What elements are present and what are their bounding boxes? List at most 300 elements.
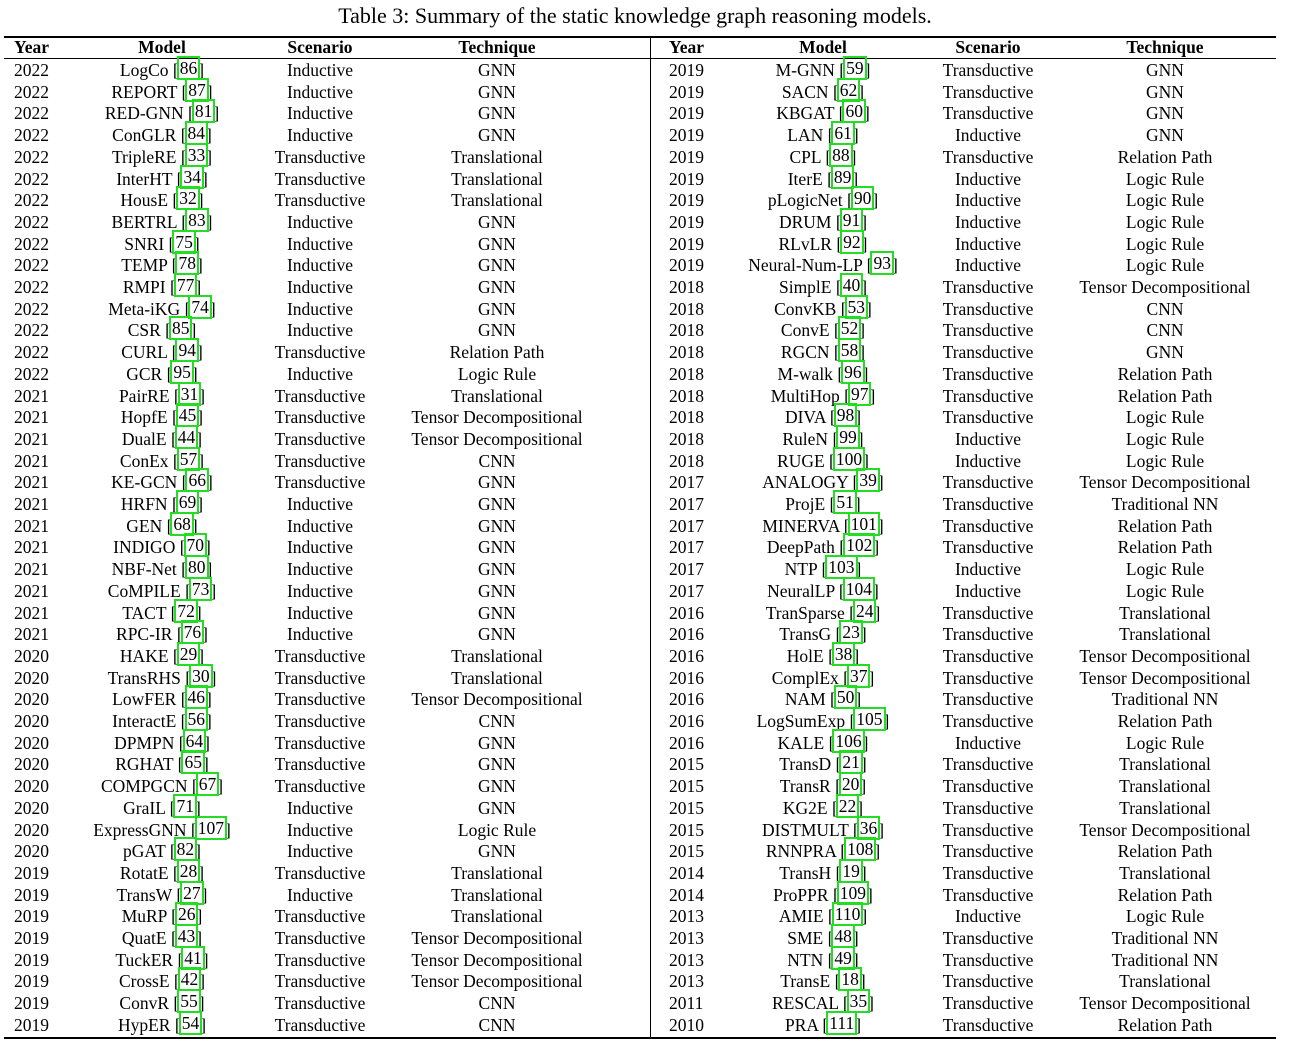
model-cell: TransE [18] bbox=[780, 969, 866, 992]
model-name: DISTMULT bbox=[761, 819, 849, 840]
model-cell: HolE [38] bbox=[786, 643, 860, 666]
citation-link[interactable]: 88 bbox=[832, 144, 850, 165]
table-row bbox=[0, 231, 620, 256]
table-row bbox=[655, 494, 1275, 516]
citation-link[interactable]: 101 bbox=[850, 513, 877, 534]
citation-link[interactable]: 70 bbox=[186, 535, 205, 556]
model-cell: TransW [27] bbox=[116, 882, 208, 905]
year-cell: 2020 bbox=[14, 732, 49, 753]
model-name: TransRHS bbox=[107, 667, 181, 688]
technique-cell: Logic Rule bbox=[1125, 906, 1205, 927]
citation-link[interactable]: 32 bbox=[179, 188, 197, 209]
technique-cell: GNN bbox=[478, 841, 516, 862]
table-row bbox=[655, 320, 1275, 342]
model-cell: ProjE [51] bbox=[785, 492, 861, 514]
model-name: ConGLR bbox=[112, 125, 177, 146]
table-row bbox=[655, 993, 1275, 1015]
year-cell: 2021 bbox=[14, 407, 49, 428]
model-cell: TransH [19] bbox=[779, 860, 867, 883]
citation-link[interactable]: 77 bbox=[176, 275, 195, 295]
technique-cell: GNN bbox=[478, 494, 516, 514]
year-cell: 2015 bbox=[669, 841, 704, 862]
citation-link[interactable]: 54 bbox=[181, 1012, 200, 1033]
model-name: RMPI bbox=[122, 277, 166, 297]
model-name: TEMP bbox=[121, 255, 168, 276]
model-name: NTP bbox=[784, 559, 818, 580]
scenario-cell: Inductive bbox=[954, 559, 1022, 580]
citation-link[interactable]: 97 bbox=[850, 383, 869, 404]
model-name: pGAT bbox=[123, 841, 166, 862]
model-name: ConEx bbox=[119, 450, 169, 471]
scenario-cell: Transductive bbox=[942, 949, 1034, 970]
citation-link[interactable]: 26 bbox=[177, 904, 196, 925]
model-cell: HousE [32] bbox=[120, 188, 204, 211]
citation-link[interactable]: 83 bbox=[188, 209, 206, 230]
technique-cell: Tensor Decompositional bbox=[1079, 472, 1251, 493]
scenario-cell: Transductive bbox=[274, 906, 366, 927]
citation-link[interactable]: 38 bbox=[834, 643, 853, 664]
year-cell: 2019 bbox=[14, 906, 49, 927]
model-cell: CoMPILE [73] bbox=[107, 578, 217, 601]
citation-link[interactable]: 100 bbox=[835, 448, 863, 469]
technique-cell: GNN bbox=[478, 103, 516, 124]
technique-cell: GNN bbox=[1146, 103, 1184, 124]
year-cell: 2019 bbox=[669, 60, 704, 80]
scenario-cell: Inductive bbox=[286, 363, 354, 384]
model-cell: TransR [20] bbox=[779, 774, 867, 797]
model-name: RED-GNN bbox=[104, 103, 184, 124]
table-row bbox=[0, 448, 620, 473]
citation-link[interactable]: 30 bbox=[192, 665, 210, 686]
citation-link[interactable]: 55 bbox=[180, 991, 198, 1012]
scenario-cell: Transductive bbox=[942, 146, 1034, 167]
model-cell: NBF-Net [80] bbox=[111, 557, 213, 580]
model-cell: TranSparse [24] bbox=[765, 600, 881, 623]
citation-link[interactable]: 24 bbox=[855, 600, 874, 621]
citation-link[interactable]: 73 bbox=[191, 578, 210, 599]
technique-cell: Logic Rule bbox=[457, 819, 537, 840]
citation-link[interactable]: 52 bbox=[840, 318, 859, 339]
citation-link[interactable]: 109 bbox=[839, 882, 867, 903]
table-row bbox=[655, 559, 1275, 581]
citation-link[interactable]: 86 bbox=[179, 58, 198, 78]
table-row bbox=[0, 776, 620, 798]
model-name: LogSumExp bbox=[756, 711, 846, 731]
citation-link[interactable]: 94 bbox=[178, 340, 196, 361]
table-row bbox=[655, 776, 1275, 798]
year-cell: 2019 bbox=[14, 862, 49, 883]
scenario-cell: Inductive bbox=[286, 515, 354, 536]
technique-cell: Relation Path bbox=[1117, 1014, 1213, 1035]
citation-link[interactable]: 61 bbox=[834, 123, 852, 144]
table-row bbox=[655, 472, 1275, 494]
header-model: Model bbox=[138, 37, 186, 57]
year-cell: 2018 bbox=[669, 363, 704, 384]
technique-cell: GNN bbox=[1146, 125, 1184, 146]
year-cell: 2017 bbox=[669, 494, 704, 514]
model-cell: LogCo [86] bbox=[119, 58, 205, 80]
year-cell: 2021 bbox=[14, 559, 49, 580]
technique-cell: Relation Path bbox=[1117, 711, 1213, 731]
citation-link[interactable]: 72 bbox=[177, 600, 195, 621]
table-row bbox=[655, 578, 1275, 603]
table-row bbox=[0, 559, 620, 581]
table-row bbox=[655, 383, 1275, 408]
year-cell: 2021 bbox=[14, 515, 49, 536]
scenario-cell: Inductive bbox=[286, 103, 354, 124]
technique-cell: CNN bbox=[1146, 298, 1184, 319]
model-cell: RNNPRA [108] bbox=[765, 839, 881, 862]
scenario-cell: Inductive bbox=[954, 732, 1022, 753]
citation-link[interactable]: 106 bbox=[835, 730, 862, 751]
citation-link[interactable]: 34 bbox=[183, 166, 201, 187]
model-cell: CSR [85] bbox=[127, 318, 197, 341]
citation-link[interactable]: 41 bbox=[184, 947, 202, 968]
scenario-cell: Transductive bbox=[942, 667, 1034, 688]
model-cell: BERTRL [83] bbox=[111, 209, 213, 232]
table-row bbox=[0, 754, 620, 776]
model-cell: HopfE [45] bbox=[120, 405, 204, 428]
model-cell: TransG [23] bbox=[779, 622, 867, 645]
model-cell: RGHAT [65] bbox=[115, 752, 209, 775]
table-row bbox=[0, 255, 620, 277]
citation-link[interactable]: 28 bbox=[179, 860, 198, 881]
citation-link[interactable]: 84 bbox=[187, 123, 206, 144]
header-scenario: Scenario bbox=[955, 37, 1021, 57]
citation-link[interactable]: 91 bbox=[842, 209, 861, 230]
citation-link[interactable]: 20 bbox=[841, 774, 860, 795]
citation-link[interactable]: 19 bbox=[842, 860, 860, 881]
scenario-cell: Inductive bbox=[286, 559, 354, 580]
scenario-cell: Inductive bbox=[954, 211, 1022, 232]
citation-link[interactable]: 35 bbox=[849, 991, 868, 1012]
citation-link[interactable]: 60 bbox=[845, 101, 863, 122]
scenario-cell: Transductive bbox=[942, 971, 1034, 992]
year-cell: 2017 bbox=[669, 472, 704, 493]
citation-link[interactable]: 27 bbox=[183, 882, 201, 903]
citation-link[interactable]: 53 bbox=[847, 296, 866, 317]
table-row bbox=[0, 342, 620, 364]
citation-link[interactable]: 23 bbox=[842, 622, 860, 643]
year-cell: 2020 bbox=[14, 819, 49, 840]
citation-link[interactable]: 45 bbox=[178, 405, 197, 426]
citation-link[interactable]: 51 bbox=[836, 492, 854, 512]
header-year: Year bbox=[669, 37, 704, 57]
model-cell: GCR [95] bbox=[126, 361, 198, 384]
citation-link[interactable]: 37 bbox=[849, 665, 868, 686]
year-cell: 2011 bbox=[669, 993, 704, 1014]
citation-link[interactable]: 98 bbox=[836, 405, 855, 426]
citation-link[interactable]: 62 bbox=[839, 79, 858, 100]
model-name: TransE bbox=[780, 971, 831, 992]
scenario-cell: Inductive bbox=[954, 190, 1022, 211]
table-row bbox=[0, 296, 620, 321]
table-row bbox=[0, 513, 620, 538]
model-cell: M-GNN [59] bbox=[775, 58, 871, 80]
citation-link[interactable]: 93 bbox=[873, 253, 891, 274]
table-row bbox=[655, 426, 1275, 451]
technique-cell: GNN bbox=[478, 125, 516, 146]
scenario-cell: Inductive bbox=[286, 494, 354, 514]
technique-cell: Logic Rule bbox=[1125, 255, 1205, 276]
citation-link[interactable]: 56 bbox=[187, 709, 205, 729]
table-row bbox=[655, 255, 1275, 277]
citation-link[interactable]: 102 bbox=[846, 535, 873, 556]
technique-cell: Tensor Decompositional bbox=[1079, 819, 1251, 840]
technique-cell: Translational bbox=[451, 385, 543, 406]
year-cell: 2018 bbox=[669, 428, 704, 449]
table-row bbox=[0, 79, 620, 104]
model-cell: GraIL [71] bbox=[123, 795, 201, 818]
technique-cell: Relation Path bbox=[1117, 515, 1213, 536]
model-name: RNNPRA bbox=[765, 841, 836, 862]
table-row bbox=[0, 60, 620, 82]
citation-link[interactable]: 40 bbox=[842, 275, 861, 295]
year-cell: 2015 bbox=[669, 754, 704, 775]
model-name: RGHAT bbox=[115, 754, 174, 775]
table-row bbox=[655, 144, 1275, 169]
year-cell: 2010 bbox=[669, 1014, 704, 1035]
citation-link[interactable]: 87 bbox=[188, 79, 206, 100]
citation-link[interactable]: 44 bbox=[177, 426, 196, 447]
technique-cell: Logic Rule bbox=[1125, 450, 1205, 471]
model-name: AMIE bbox=[778, 906, 824, 927]
citation-link[interactable]: 104 bbox=[845, 578, 872, 599]
header-technique: Technique bbox=[1126, 37, 1204, 57]
citation-link[interactable]: 59 bbox=[846, 58, 864, 78]
technique-cell: Tensor Decompositional bbox=[1079, 645, 1251, 666]
model-name: SACN bbox=[781, 81, 829, 102]
citation-link[interactable]: 111 bbox=[829, 1012, 855, 1033]
year-cell: 2022 bbox=[14, 298, 49, 319]
citation-link[interactable]: 49 bbox=[834, 947, 852, 968]
citation-link[interactable]: 29 bbox=[179, 643, 198, 664]
citation-link[interactable]: 18 bbox=[841, 969, 859, 990]
citation-link[interactable]: 66 bbox=[188, 470, 206, 491]
year-cell: 2018 bbox=[669, 298, 704, 319]
year-cell: 2013 bbox=[669, 971, 704, 992]
scenario-cell: Transductive bbox=[274, 732, 366, 753]
header-scenario: Scenario bbox=[287, 37, 353, 57]
year-cell: 2016 bbox=[669, 602, 704, 623]
scenario-cell: Inductive bbox=[286, 125, 354, 146]
table-row bbox=[0, 407, 620, 429]
scenario-cell: Transductive bbox=[942, 515, 1034, 536]
citation-link[interactable]: 95 bbox=[173, 361, 191, 382]
scenario-cell: Transductive bbox=[942, 624, 1034, 645]
model-name: InterHT bbox=[116, 168, 173, 189]
year-cell: 2018 bbox=[669, 385, 704, 406]
scenario-cell: Transductive bbox=[942, 884, 1034, 905]
year-cell: 2019 bbox=[14, 928, 49, 948]
citation-link[interactable]: 46 bbox=[187, 687, 206, 708]
model-name: REPORT bbox=[111, 81, 178, 102]
table-row bbox=[655, 166, 1275, 191]
model-cell: pGAT [82] bbox=[123, 839, 201, 862]
citation-link[interactable]: 80 bbox=[188, 557, 206, 578]
technique-cell: Relation Path bbox=[1117, 363, 1213, 384]
citation-link[interactable]: 78 bbox=[178, 253, 196, 274]
table-row bbox=[0, 993, 620, 1015]
year-cell: 2020 bbox=[14, 797, 49, 818]
year-cell: 2020 bbox=[14, 754, 49, 775]
model-cell: KBGAT [60] bbox=[776, 101, 870, 124]
model-cell: ANALOGY [39] bbox=[762, 470, 884, 493]
citation-link[interactable]: 21 bbox=[842, 752, 860, 773]
citation-link[interactable]: 48 bbox=[834, 926, 852, 946]
citation-link[interactable]: 57 bbox=[179, 448, 198, 469]
citation-link[interactable]: 103 bbox=[828, 557, 855, 578]
citation-link[interactable]: 110 bbox=[834, 904, 861, 925]
table-row bbox=[655, 882, 1275, 907]
citation-link[interactable]: 81 bbox=[194, 101, 213, 122]
model-name: BERTRL bbox=[111, 211, 177, 232]
model-name: CURL bbox=[121, 342, 168, 363]
technique-cell: GNN bbox=[478, 277, 516, 297]
year-cell: 2015 bbox=[669, 819, 704, 840]
technique-cell: Translational bbox=[451, 645, 543, 666]
year-cell: 2022 bbox=[14, 60, 49, 80]
table-row bbox=[0, 537, 620, 559]
citation-link[interactable]: 90 bbox=[853, 188, 872, 209]
technique-cell: GNN bbox=[478, 797, 516, 818]
technique-cell: Translational bbox=[1119, 971, 1211, 992]
citation-link[interactable]: 89 bbox=[833, 166, 852, 187]
model-cell: CrossE [42] bbox=[118, 969, 206, 992]
citation-link[interactable]: 108 bbox=[847, 839, 874, 860]
year-cell: 2016 bbox=[669, 645, 704, 666]
technique-cell: Logic Rule bbox=[1125, 428, 1205, 449]
technique-cell: Logic Rule bbox=[1125, 190, 1205, 211]
model-name: PRA bbox=[784, 1014, 819, 1035]
model-name: GEN bbox=[126, 515, 163, 536]
year-cell: 2016 bbox=[669, 667, 704, 688]
scenario-cell: Transductive bbox=[942, 928, 1034, 948]
model-name: HousE bbox=[120, 190, 169, 211]
table-row bbox=[655, 711, 1275, 733]
table-row bbox=[655, 624, 1275, 646]
citation-link[interactable]: 31 bbox=[180, 383, 199, 404]
citation-link[interactable]: 107 bbox=[197, 817, 224, 838]
citation-link[interactable]: 85 bbox=[171, 318, 190, 339]
technique-cell: Tensor Decompositional bbox=[411, 928, 583, 948]
model-cell: IterE [89] bbox=[787, 166, 859, 189]
citation-link[interactable]: 65 bbox=[184, 752, 202, 773]
scenario-cell: Inductive bbox=[286, 211, 354, 232]
year-cell: 2013 bbox=[669, 949, 704, 970]
citation-link[interactable]: 43 bbox=[177, 926, 196, 946]
citation-link[interactable]: 68 bbox=[173, 513, 191, 534]
table-row bbox=[655, 513, 1275, 538]
technique-cell: Translational bbox=[451, 862, 543, 883]
citation-link[interactable]: 75 bbox=[175, 231, 193, 252]
column-separator bbox=[650, 37, 651, 1038]
year-cell: 2021 bbox=[14, 472, 49, 493]
model-name: PairRE bbox=[118, 385, 170, 406]
model-name: ComplEx bbox=[771, 667, 839, 688]
model-cell: ExpressGNN [107] bbox=[93, 817, 231, 840]
model-name: SNRI bbox=[124, 233, 165, 254]
model-cell: LAN [61] bbox=[787, 123, 859, 146]
table-row bbox=[655, 231, 1275, 256]
technique-cell: GNN bbox=[478, 472, 516, 493]
citation-link[interactable]: 64 bbox=[185, 730, 204, 751]
year-cell: 2021 bbox=[14, 624, 49, 645]
model-cell: ConvE [52] bbox=[780, 318, 866, 341]
citation-link[interactable]: 71 bbox=[176, 795, 194, 816]
model-name: TransR bbox=[779, 776, 831, 797]
model-name: TranSparse bbox=[765, 602, 845, 623]
scenario-cell: Transductive bbox=[274, 385, 366, 406]
model-cell: NTN [49] bbox=[787, 947, 859, 970]
technique-cell: Tensor Decompositional bbox=[411, 971, 583, 992]
citation-link[interactable]: 69 bbox=[178, 492, 197, 512]
scenario-cell: Transductive bbox=[942, 298, 1034, 319]
technique-cell: Translational bbox=[451, 190, 543, 211]
year-cell: 2021 bbox=[14, 537, 49, 558]
citation-link[interactable]: 39 bbox=[859, 470, 877, 491]
model-name: TuckER bbox=[115, 949, 174, 970]
table-row bbox=[655, 689, 1275, 711]
citation-link[interactable]: 42 bbox=[180, 969, 199, 990]
table-row bbox=[655, 730, 1275, 755]
citation-link[interactable]: 36 bbox=[859, 817, 878, 838]
table-row bbox=[0, 928, 620, 950]
citation-link[interactable]: 76 bbox=[183, 622, 202, 643]
model-cell: TripleRE [33] bbox=[111, 144, 213, 167]
model-cell: DeepPath [102] bbox=[766, 535, 880, 558]
model-name: TripleRE bbox=[111, 146, 177, 167]
citation-link[interactable]: 67 bbox=[198, 774, 217, 795]
scenario-cell: Transductive bbox=[942, 60, 1034, 80]
table-row bbox=[0, 1012, 620, 1037]
citation-link[interactable]: 74 bbox=[191, 296, 209, 317]
scenario-cell: Transductive bbox=[274, 407, 366, 428]
year-cell: 2021 bbox=[14, 428, 49, 449]
citation-link[interactable]: 58 bbox=[840, 340, 859, 361]
citation-link[interactable]: 105 bbox=[856, 709, 883, 729]
technique-cell: Logic Rule bbox=[1125, 559, 1205, 580]
citation-link[interactable]: 82 bbox=[176, 839, 195, 860]
scenario-cell: Inductive bbox=[286, 580, 354, 601]
technique-cell: Relation Path bbox=[449, 342, 545, 363]
year-cell: 2022 bbox=[14, 255, 49, 276]
citation-link[interactable]: 22 bbox=[838, 795, 857, 816]
model-name: RPC-IR bbox=[116, 624, 173, 645]
model-name: NTN bbox=[787, 949, 824, 970]
technique-cell: GNN bbox=[478, 255, 516, 276]
citation-link[interactable]: 50 bbox=[836, 687, 855, 708]
citation-link[interactable]: 99 bbox=[839, 426, 857, 447]
scenario-cell: Transductive bbox=[942, 711, 1034, 731]
technique-cell: GNN bbox=[478, 776, 516, 797]
technique-cell: Relation Path bbox=[1117, 385, 1213, 406]
table-row bbox=[0, 125, 620, 147]
year-cell: 2022 bbox=[14, 320, 49, 341]
model-cell: CPL [88] bbox=[789, 144, 857, 167]
year-cell: 2019 bbox=[669, 233, 704, 254]
citation-link[interactable]: 92 bbox=[843, 231, 861, 252]
scenario-cell: Transductive bbox=[274, 342, 366, 363]
year-cell: 2018 bbox=[669, 342, 704, 363]
model-name: InteractE bbox=[112, 711, 177, 731]
citation-link[interactable]: 96 bbox=[844, 361, 862, 382]
table-row bbox=[0, 383, 620, 408]
year-cell: 2022 bbox=[14, 168, 49, 189]
citation-link[interactable]: 33 bbox=[187, 144, 206, 165]
scenario-cell: Transductive bbox=[942, 494, 1034, 514]
technique-cell: Translational bbox=[1119, 754, 1211, 775]
